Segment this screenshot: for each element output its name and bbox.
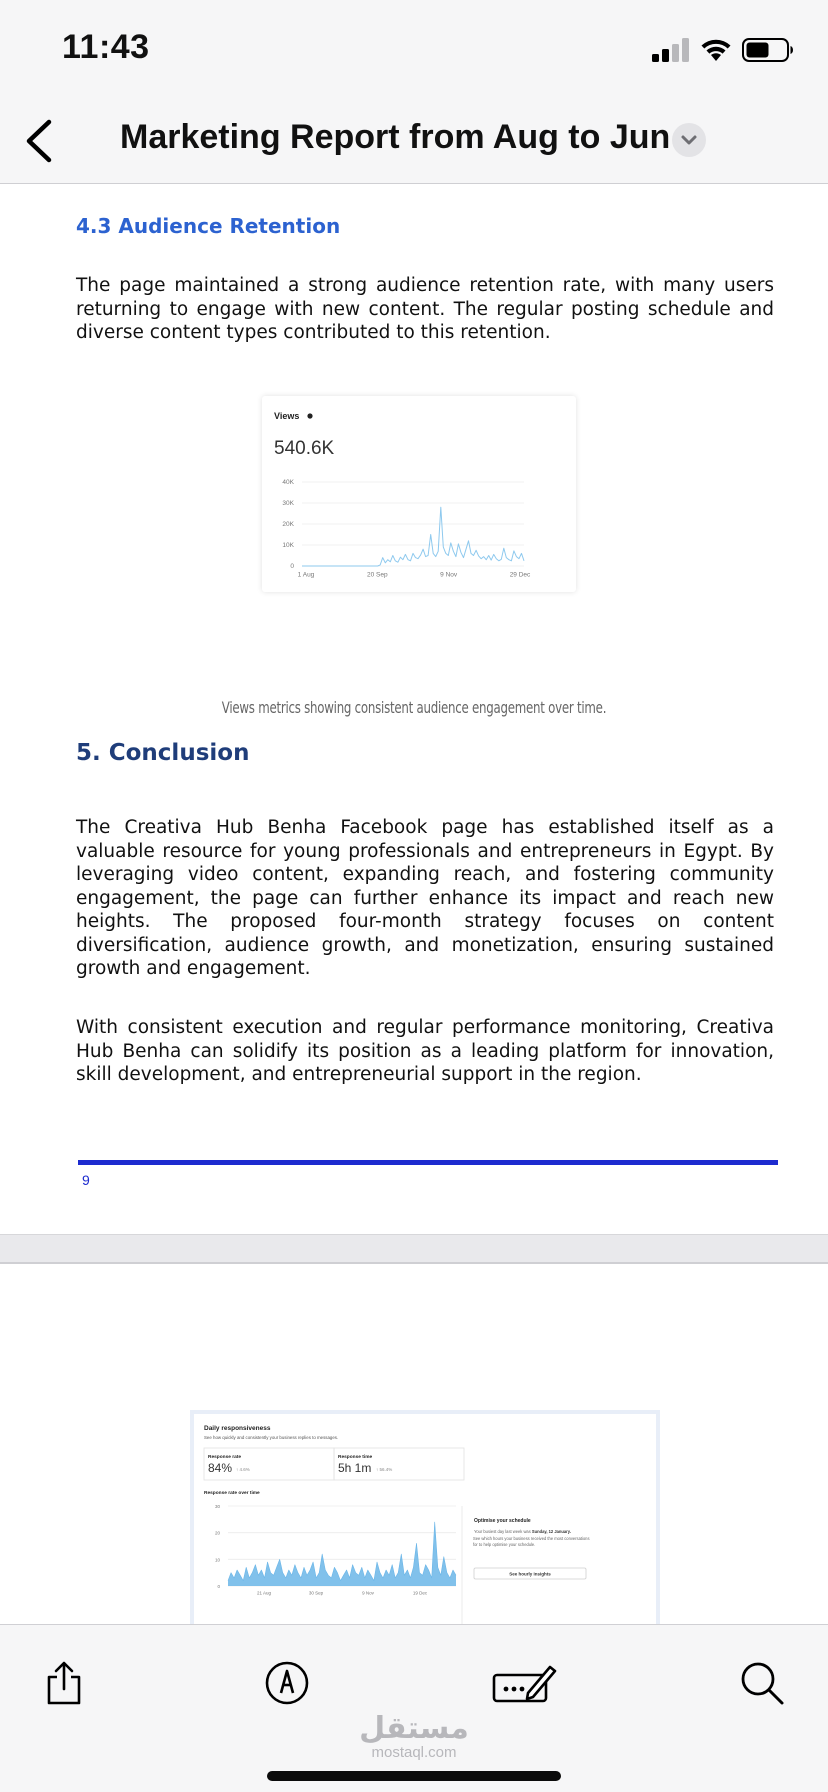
x-tick-label: 1 Aug — [297, 571, 315, 579]
x-tick-label: 19 Dec — [412, 1590, 428, 1596]
responsiveness-card — [190, 1410, 660, 1624]
watermark-arabic: مستقل — [359, 1711, 469, 1746]
x-tick-label: 21 Aug — [256, 1590, 272, 1596]
series-line — [302, 507, 524, 566]
optimise-text-2: See which hours your business received the most conversations for to help optimise your schedule. — [473, 1536, 590, 1548]
watermark-latin: mostaql.com — [371, 1744, 457, 1761]
x-tick-label: 9 Nov — [440, 571, 458, 579]
optimise-title: Optimise your schedule — [474, 1518, 531, 1524]
y-tick-label: 30 — [214, 1504, 220, 1509]
chevron-left-icon[interactable] — [22, 118, 56, 164]
y-tick-label: 0 — [290, 563, 294, 570]
document-page-next[interactable] — [0, 1264, 828, 1624]
document-page[interactable] — [0, 184, 828, 1234]
wifi-icon — [700, 36, 732, 62]
battery-icon — [742, 38, 794, 62]
y-tick-label: 0 — [217, 1584, 220, 1589]
top-bar — [0, 0, 828, 184]
page-separator — [0, 1234, 828, 1264]
chart-caption: Views metrics showing consistent audience engagement over time. — [221, 698, 607, 717]
conclusion-paragraph-2: With consistent execution and regular performance monitoring, Creativa Hub Benha can solidify its position as a leading platform for innovation, skill development, and entrepreneurial support in the region. — [76, 1017, 774, 1085]
x-tick-label: 20 Sep — [367, 571, 388, 579]
y-tick-label: 20 — [214, 1530, 220, 1536]
optimise-text — [474, 1529, 571, 1534]
views-chart-card — [262, 396, 576, 592]
share-icon[interactable] — [40, 1659, 88, 1707]
response-time-value: 5h 1m — [338, 1461, 372, 1475]
chevron-down-icon[interactable] — [672, 123, 706, 157]
section-heading-audience-retention: 4.3 Audience Retention — [76, 214, 341, 238]
signature-icon[interactable] — [492, 1659, 558, 1707]
response-rate-value: 84% — [208, 1461, 233, 1475]
views-label: Views — [274, 411, 300, 421]
status-time: 11:43 — [62, 28, 150, 66]
y-tick-label: 10K — [282, 542, 294, 549]
series-area — [228, 1522, 456, 1586]
footer-rule — [78, 1160, 778, 1165]
markup-icon[interactable] — [263, 1659, 311, 1707]
response-time-change: ↑ 56.4% — [376, 1467, 393, 1472]
x-tick-label: 9 Nov — [362, 1590, 374, 1596]
page-number: 9 — [82, 1172, 90, 1188]
info-icon — [307, 413, 312, 418]
optimise-day: Sunday, 12 January. — [531, 1529, 571, 1534]
bottom-toolbar — [0, 1624, 828, 1792]
responsiveness-title: Daily responsiveness — [204, 1425, 271, 1432]
views-chart — [262, 396, 576, 592]
y-tick-label: 10 — [214, 1557, 220, 1563]
hourly-insights-label[interactable]: See hourly insights — [509, 1571, 551, 1577]
y-tick-label: 20K — [282, 521, 294, 528]
response-rate-label: Response rate — [208, 1455, 242, 1460]
response-chart-label: Response rate over time — [204, 1491, 260, 1496]
home-indicator — [267, 1771, 561, 1781]
responsiveness-panel — [194, 1414, 656, 1628]
response-time-label: Response time — [338, 1455, 373, 1460]
search-icon[interactable] — [738, 1659, 786, 1707]
views-total: 540.6K — [274, 438, 335, 459]
y-tick-label: 40K — [282, 479, 294, 486]
optimise-text-1: Your busiest day last week was — [474, 1529, 531, 1534]
document-title[interactable]: Marketing Report from Aug to Jun — [120, 118, 671, 156]
x-tick-label: 30 Sep — [308, 1590, 324, 1596]
series-line — [228, 1522, 456, 1581]
section-paragraph: The page maintained a strong audience retention rate, with many users returning to engage with new content. The regular posting schedule and diverse content types contributed to this retention. — [76, 275, 774, 343]
responsiveness-subtitle: See how quickly and consistently your business replies to messages. — [204, 1435, 339, 1440]
response-rate-change: ↑ 4.6% — [236, 1467, 250, 1472]
cellular-signal-icon — [652, 38, 692, 62]
watermark — [0, 1711, 828, 1761]
y-tick-label: 30K — [282, 500, 294, 507]
x-tick-label: 29 Dec — [509, 571, 531, 579]
conclusion-paragraph-1: The Creativa Hub Benha Facebook page has established itself as a valuable resource for young professionals and entrepreneurs in Egypt. By leveraging video content, expanding reach, and fostering community engagement, the page can further enhance its impact and reach new heights. The proposed four-month strategy focuses on content diversification, audience growth, and monetization, ensuring sustained growth and engagement. — [76, 817, 774, 979]
section-heading-conclusion: 5. Conclusion — [76, 740, 250, 766]
